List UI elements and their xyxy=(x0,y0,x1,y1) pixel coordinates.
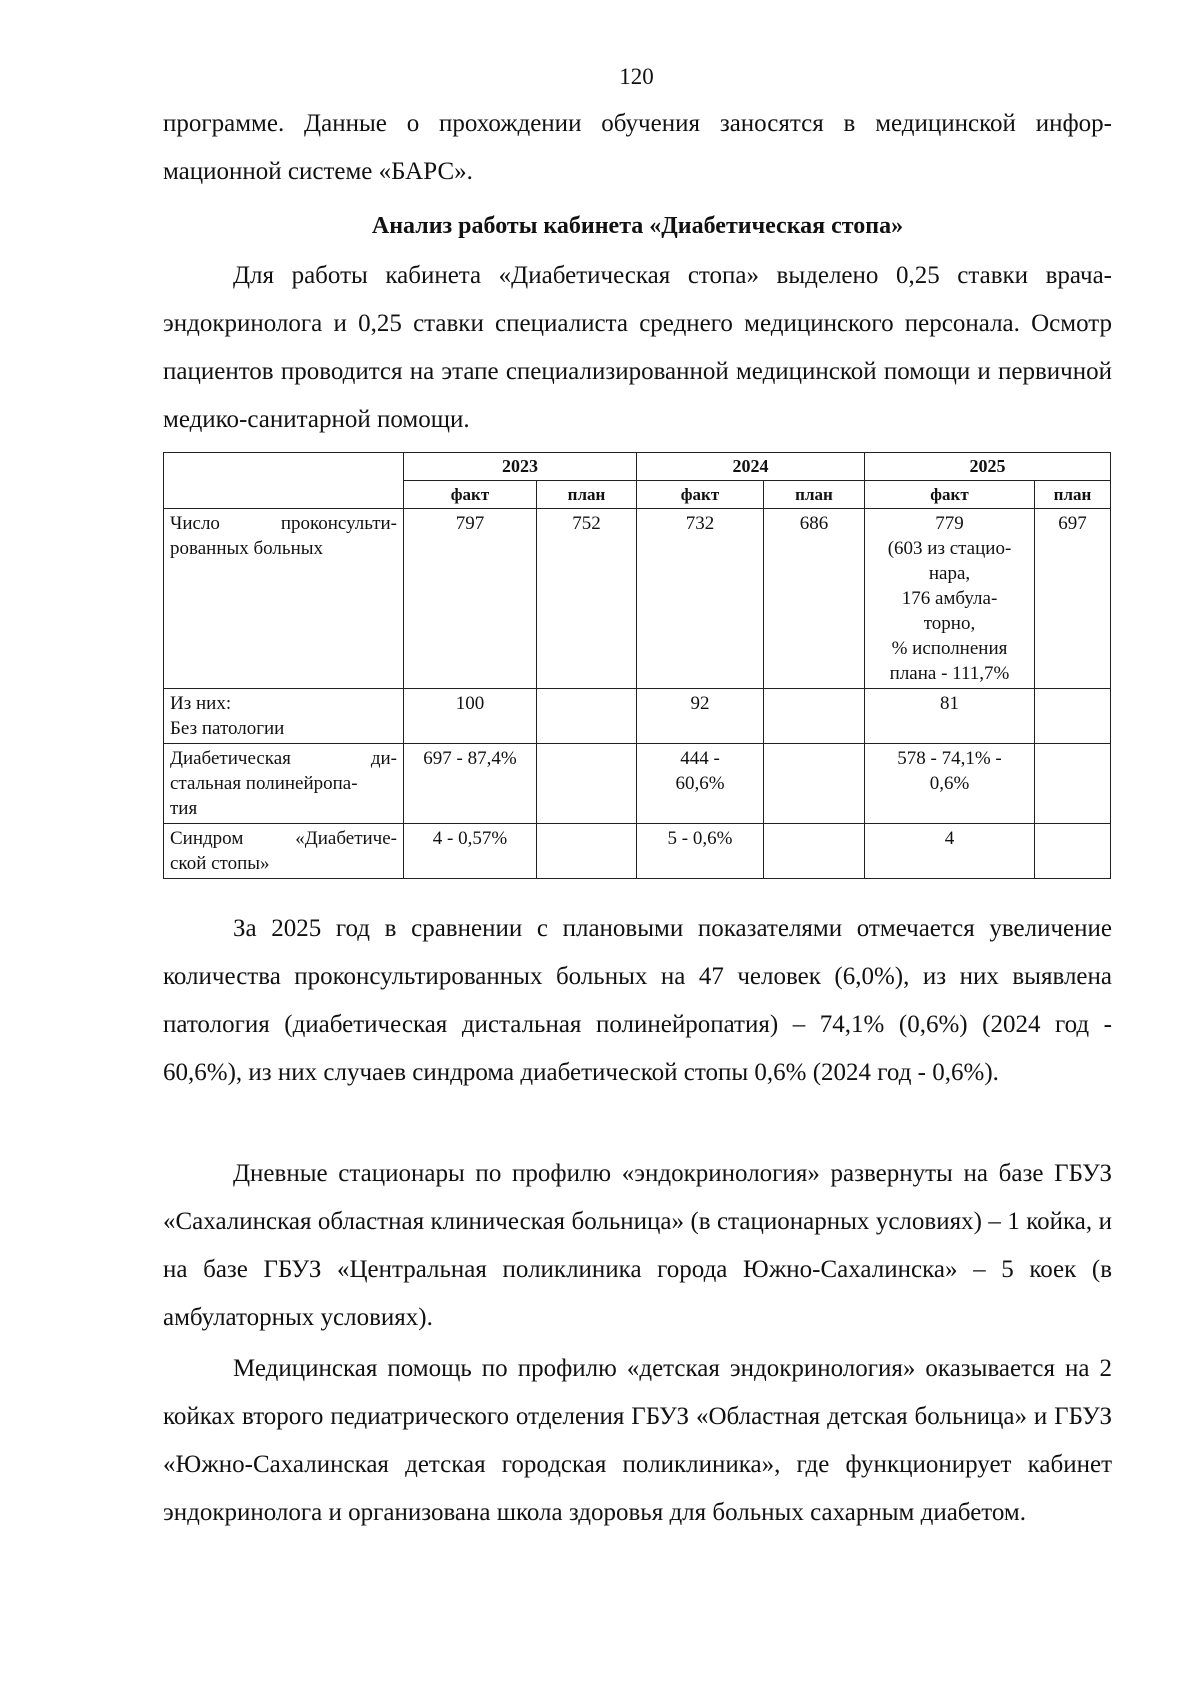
cell-line: 578 - 74,1% - xyxy=(897,748,1002,769)
table-cell: 752 xyxy=(537,509,637,689)
paragraph-line: мационной системе «БАРС». xyxy=(163,158,473,185)
table-header-year: 2024 xyxy=(637,453,865,481)
cell-line: 0,6% xyxy=(929,773,970,794)
row-label-line: стальная полинейропа- xyxy=(170,773,358,794)
section-heading: Анализ работы кабинета «Диабетическая стопа» xyxy=(371,213,904,239)
cell-line: 444 - xyxy=(680,748,720,769)
table-row xyxy=(164,689,1111,744)
table-header-years xyxy=(164,453,1111,481)
table-header-fact: факт xyxy=(404,481,537,509)
cell-line: торно, xyxy=(923,613,976,634)
table-header-plan: план xyxy=(1035,481,1111,509)
table-cell xyxy=(537,824,637,879)
cell-line: плана - 111,7% xyxy=(889,663,1010,684)
row-label xyxy=(164,509,404,689)
table-cell xyxy=(764,689,865,744)
row-label-line: Синдром «Диабетиче- xyxy=(170,828,397,849)
table-header-fact: факт xyxy=(865,481,1035,509)
row-label-line: тия xyxy=(170,798,198,819)
cell-line: 779 xyxy=(935,513,964,534)
row-label xyxy=(164,824,404,879)
table-cell: 4 xyxy=(865,824,1035,879)
row-label-line: Диабетическая ди- xyxy=(170,748,397,769)
page-number: 120 xyxy=(619,64,654,89)
table-header-year: 2025 xyxy=(865,453,1111,481)
paragraph-continuation xyxy=(163,100,1112,196)
table-header-plan: план xyxy=(537,481,637,509)
table-cell xyxy=(865,744,1035,824)
table-cell: 100 xyxy=(404,689,537,744)
table-cell: 697 - 87,4% xyxy=(404,744,537,824)
table-cell xyxy=(1035,744,1111,824)
table-row xyxy=(164,509,1111,689)
row-label-line: рованных больных xyxy=(170,538,324,559)
table-cell xyxy=(537,689,637,744)
cell-line: 60,6% xyxy=(675,773,725,794)
table-cell: 5 - 0,6% xyxy=(637,824,764,879)
cell-line: (603 из стацио- xyxy=(887,538,1012,559)
table-cell xyxy=(1035,824,1111,879)
row-label xyxy=(164,689,404,744)
table-header-year: 2023 xyxy=(404,453,637,481)
table-cell: 732 xyxy=(637,509,764,689)
table-cell: 92 xyxy=(637,689,764,744)
table-cell: 686 xyxy=(764,509,865,689)
table-cell xyxy=(637,744,764,824)
diabetic-foot-table xyxy=(163,452,1111,879)
paragraph-2025-summary: За 2025 год в сравнении с плановыми показателями отмечается увеличение количества проконсультированных больных на 47 человек (6,0%), из них выявлена патология (диабетическая дистальная полинейропатия) – 74,1% (0,6%) (2024 год - 60,6%), из них случаев синдрома диабетической стопы 0,6% (2024 год - 0,6%). xyxy=(163,915,1112,1086)
table-cell xyxy=(537,744,637,824)
cell-line: нара, xyxy=(928,563,971,584)
row-label-line: Число проконсульти- xyxy=(170,513,397,534)
paragraph-intro: Для работы кабинета «Диабетическая стопа» выделено 0,25 ставки врача-эндокринолога и 0,25 ставки специалиста среднего медицинского персонала. Осмотр пациентов проводится на этапе специализированной медицинской помощи и первичной медико-санитарной помощи. xyxy=(163,262,1112,433)
paragraph-day-hospital: Дневные стационары по профилю «эндокринология» развернуты на базе ГБУЗ «Сахалинская областная клиническая больница» (в стационарных условиях) – 1 койка, и на базе ГБУЗ «Центральная поликлиника города Южно-Сахалинска» – 5 коек (в амбулаторных условиях). xyxy=(163,1160,1112,1331)
table-cell: 4 - 0,57% xyxy=(404,824,537,879)
row-label-line: Без патологии xyxy=(170,718,285,739)
table-header-fact: факт xyxy=(637,481,764,509)
table-row xyxy=(164,744,1111,824)
table-cell: 81 xyxy=(865,689,1035,744)
row-label-line: ской стопы» xyxy=(170,853,270,874)
table-header-plan: план xyxy=(764,481,865,509)
table-cell: 797 xyxy=(404,509,537,689)
table-cell: 697 xyxy=(1035,509,1111,689)
cell-line: 176 амбула- xyxy=(901,588,998,609)
table-cell xyxy=(764,824,865,879)
row-label xyxy=(164,744,404,824)
table-cell xyxy=(865,509,1035,689)
paragraph-line: программе. Данные о прохождении обучения заносятся в медицинской инфор- xyxy=(163,110,1112,137)
table-header-empty xyxy=(164,453,404,509)
table-row xyxy=(164,824,1111,879)
row-label-line: Из них: xyxy=(170,693,232,714)
paragraph-children: Медицинская помощь по профилю «детская эндокринология» оказывается на 2 койках второго педиатрического отделения ГБУЗ «Областная детская больница» и ГБУЗ «Южно-Сахалинская детская городская поликлиника», где функционирует кабинет эндокринолога и организована школа здоровья для больных сахарным диабетом. xyxy=(163,1355,1112,1526)
table-cell xyxy=(1035,689,1111,744)
table-cell xyxy=(764,744,865,824)
cell-line: % исполнения xyxy=(891,638,1008,659)
